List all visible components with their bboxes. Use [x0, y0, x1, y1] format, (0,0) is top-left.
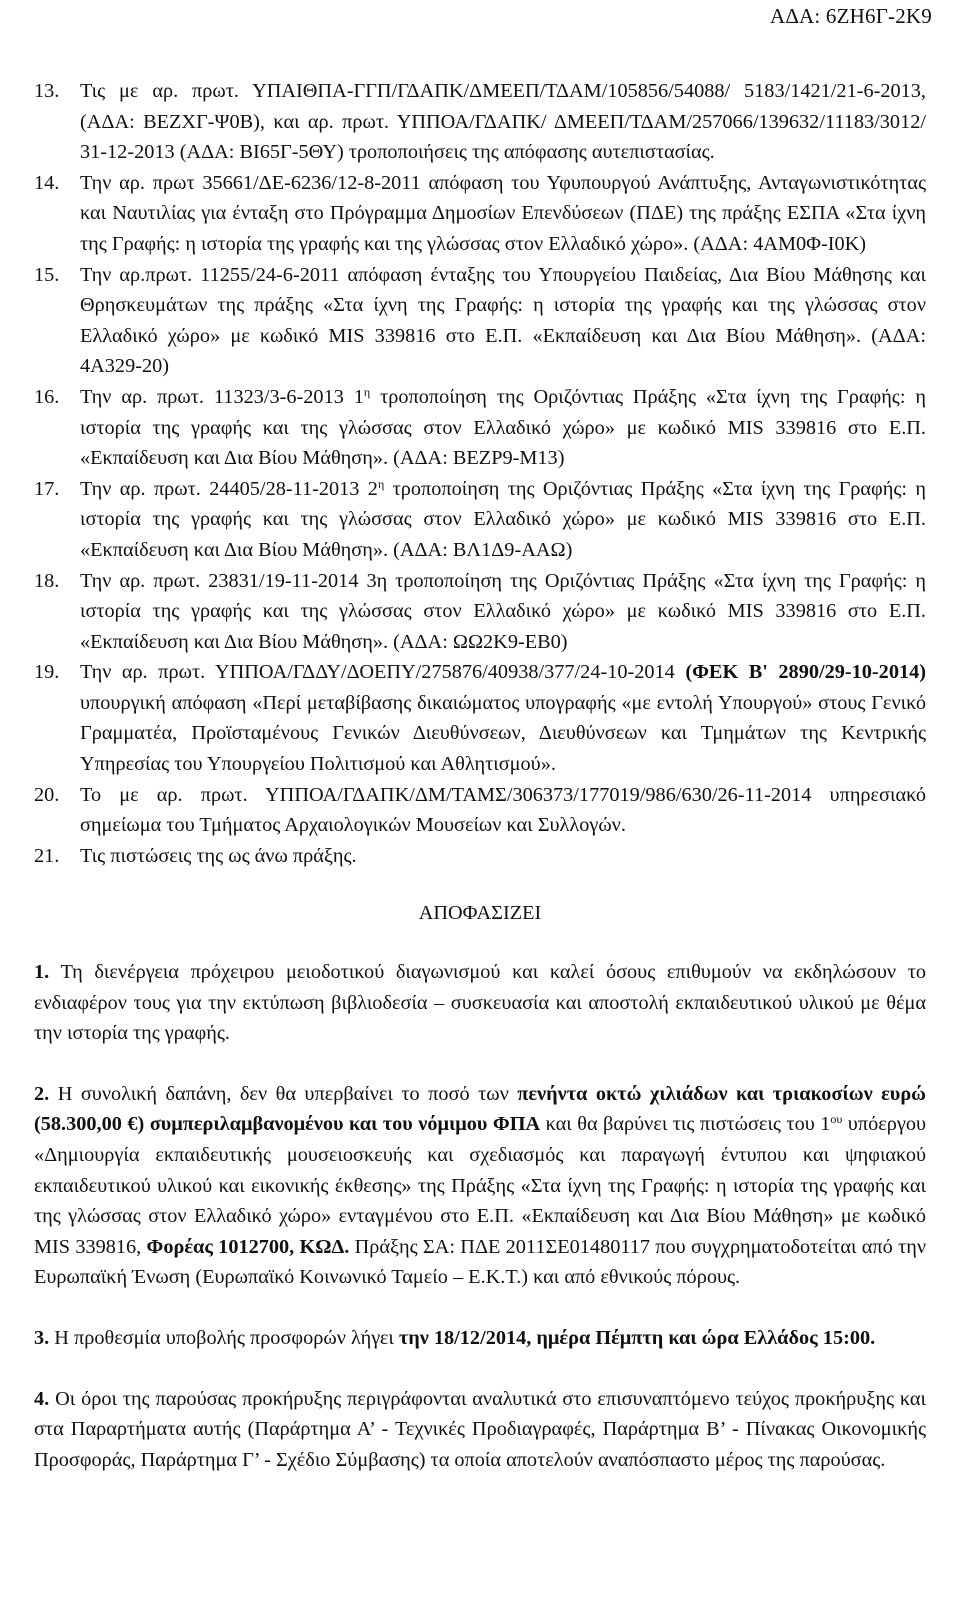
item-text: Την αρ.πρωτ. 11255/24-6-2011 απόφαση ένταξης του Υπουργείου Παιδείας, Δια Βίου Μάθησης και Θρησκευμάτων της πράξης «Στα ίχνη της Γραφής: η ιστορία της γραφής και της γλώσσας στον Ελλαδικό χώρο» με κωδικό MIS 339816 στο Ε.Π. «Εκπαίδευση και Δια Βίου Μάθηση». (ΑΔΑ: 4Α329-20): [80, 263, 926, 378]
reference-item-14: [34, 168, 926, 260]
amount-bold-text: πενήντα οκτώ χιλιάδων και τριακοσίων ευρώ (58.300,00 €) συμπεριλαμβανομένου και του νόμιμου ΦΠΑ: [34, 1082, 927, 1136]
item-number: 15.: [34, 263, 60, 286]
decision-paragraph-3: [34, 1323, 926, 1354]
decision-paragraph-2: [34, 1079, 926, 1293]
item-number: 16.: [34, 385, 60, 408]
paragraph-text: Οι όροι της παρούσας προκήρυξης περιγράφονται αναλυτικά στο επισυναπτόμενο τεύχος προκήρυξης και στα Παραρτήματα αυτής (Παράρτημα Α’ - Τεχνικές Προδιαγραφές, Παράρτημα Β’ - Πίνακας Οικονομικής Προσφοράς, Παράρτημα Γ’ - Σχέδιο Σύμβασης) τα οποία αποτελούν αναπόσπαστο μέρος της παρούσας.: [34, 1387, 926, 1471]
item-number: 14.: [34, 171, 60, 194]
reference-item-19: [34, 657, 926, 779]
reference-item-17: [34, 474, 926, 566]
item-number: 19.: [34, 661, 60, 684]
item-text: Την αρ. πρωτ. 11323/3-6-2013 1: [80, 385, 364, 408]
item-text: Τις με αρ. πρωτ. ΥΠΑΙΘΠΑ-ΓΓΠ/ΓΔΑΠΚ/ΔΜΕΕΠ/ΤΔΑΜ/105856/54088/ 5183/1421/21-6-2013, (ΑΔΑ: ΒΕΖΧΓ-Ψ0Β), και αρ. πρωτ. ΥΠΠΟΑ/ΓΔΑΠΚ/ ΔΜΕΕΠ/ΤΔΑΜ/257066/139632/11183/3012/ 31-12-2013 (ΑΔΑ: ΒΙ65Γ-5ΘΥ) τροποποιήσεις της απόφασης αυτεπιστασίας.: [80, 80, 926, 164]
paragraph-text-cont: Πράξης ΣΑ: ΠΔΕ 2011ΣΕ01480117 που συγχρηματοδοτείται από την Ευρωπαϊκή Ένωση (Ευρωπαϊκό Κοινωνικό Ταμείο – Ε.Κ.Τ.) και από εθνικούς πόρους.: [34, 1235, 926, 1289]
item-text: Την αρ. πρωτ. 24405/28-11-2013 2: [80, 477, 378, 500]
item-text: Την αρ. πρωτ. 23831/19-11-2014 3η τροποποίηση της Οριζόντιας Πράξης «Στα ίχνη της Γραφής: η ιστορία της γραφής και της γλώσσας στον Ελλαδικό χώρο» με κωδικό MIS 339816 στο Ε.Π. «Εκπαίδευση και Δια Βίου Μάθηση». (ΑΔΑ: ΩΩ2Κ9-ΕΒ0): [80, 569, 926, 653]
item-text-cont: τροποποίηση της Οριζόντιας Πράξης «Στα ίχνη της Γραφής: η ιστορία της γραφής και της γλώσσας στον Ελλαδικό χώρο» με κωδικό MIS 339816 στο Ε.Π. «Εκπαίδευση και Δια Βίου Μάθηση». (ΑΔΑ: ΒΛ1Δ9-ΑΑΩ): [80, 477, 926, 561]
paragraph-text: Τη διενέργεια πρόχειρου μειοδοτικού διαγωνισμού και καλεί όσους επιθυμούν να εκδηλώσουν το ενδιαφέρον τους για την εκτύπωση βιβλιοδεσία – συσκευασία και αποστολή εκπαιδευτικού υλικού με θέμα την ιστορία της γραφής.: [34, 961, 926, 1045]
reference-item-18: [34, 566, 926, 658]
paragraph-number: 1.: [34, 961, 50, 984]
item-text: Την αρ. πρωτ 35661/ΔΕ-6236/12-8-2011 απόφαση του Υφυπουργού Ανάπτυξης, Ανταγωνιστικότητας και Ναυτιλίας για ένταξη στο Πρόγραμμα Δημοσίων Επενδύσεων (ΠΔΕ) της πράξης ΕΣΠΑ «Στα ίχνη της Γραφής: η ιστορία της γραφής και της γλώσσας στον Ελλαδικό χώρο». (ΑΔΑ: 4ΑΜ0Φ-Ι0Κ): [80, 171, 926, 255]
paragraph-text: Η συνολική δαπάνη, δεν θα υπερβαίνει το ποσό των: [57, 1082, 518, 1105]
item-number: 17.: [34, 477, 60, 500]
item-text: Τις πιστώσεις της ως άνω πράξης.: [80, 844, 357, 867]
item-bold-text: (ΦΕΚ Β' 2890/29-10-2014): [685, 661, 926, 684]
document-body: [34, 76, 926, 1505]
paragraph-number: 3.: [34, 1326, 50, 1349]
superscript: ου: [830, 1112, 843, 1127]
paragraph-text-cont: υπόεργου «Δημιουργία εκπαιδευτικής μουσειοσκευής και σχεδιασμός και παραγωγή έντυπου και ψηφιακού εκπαιδευτικού υλικού και εικονικής έκθεσης» της Πράξης «Στα ίχνη της Γραφής: η ιστορία της γραφής και της γλώσσας στον Ελλαδικό χώρο» ενταγμένου στο Ε.Π. «Εκπαίδευση και Δια Βίου Μάθηση» με κωδικό MIS 339816,: [34, 1113, 927, 1258]
paragraph-text: Η προθεσμία υποβολής προσφορών λήγει: [54, 1326, 399, 1349]
document-ada-code: ΑΔΑ: 6ΖΗ6Γ-2Κ9: [769, 4, 932, 28]
item-number: 18.: [34, 569, 60, 592]
reference-item-13: [34, 76, 926, 168]
item-number: 21.: [34, 844, 60, 867]
item-text: Το με αρ. πρωτ. ΥΠΠΟΑ/ΓΔΑΠΚ/ΔΜ/ΤΑΜΣ/306373/177019/986/630/26-11-2014 υπηρεσιακό σημείωμα του Τμήματος Αρχαιολογικών Μουσείων και Συλλογών.: [80, 783, 926, 837]
decision-paragraph-1: [34, 957, 926, 1049]
reference-item-16: [34, 382, 926, 474]
paragraph-number: 2.: [34, 1082, 50, 1105]
decision-paragraph-4: [34, 1384, 926, 1476]
item-text-cont: υπουργική απόφαση «Περί μεταβίβασης δικαιώματος υπογραφής «με εντολή Υπουργού» στους Γενικό Γραμματέα, Προϊσταμένους Γενικών Διευθύνσεων, Διευθύνσεων και Τμημάτων της Κεντρικής Υπηρεσίας του Υπουργείου Πολιτισμού και Αθλητισμού».: [80, 691, 926, 776]
budget-code-bold-text: Φορέας 1012700, ΚΩΔ.: [146, 1235, 350, 1258]
reference-item-15: [34, 260, 926, 382]
item-number: 20.: [34, 783, 60, 806]
paragraph-number: 4.: [34, 1387, 50, 1410]
decision-heading: ΑΠΟΦΑΣΙΖΕΙ: [418, 902, 542, 925]
item-text-cont: τροποποίηση της Οριζόντιας Πράξης «Στα ίχνη της Γραφής: η ιστορία της γραφής και της γλώσσας στον Ελλαδικό χώρο» με κωδικό MIS 339816 στο Ε.Π. «Εκπαίδευση και Δια Βίου Μάθηση». (ΑΔΑ: ΒΕΖΡ9-Μ13): [80, 385, 926, 470]
reference-item-20: [34, 780, 926, 841]
reference-item-21: [34, 841, 926, 872]
superscript: η: [377, 476, 385, 491]
item-text: Την αρ. πρωτ. ΥΠΠΟΑ/ΓΔΔΥ/ΔΟΕΠΥ/275876/40938/377/24-10-2014: [80, 661, 686, 684]
superscript: η: [363, 384, 371, 399]
deadline-bold-text: την 18/12/2014, ημέρα Πέμπτη και ώρα Ελλάδος 15:00.: [398, 1326, 876, 1349]
item-number: 13.: [34, 80, 60, 102]
paragraph-text-cont: και θα βαρύνει τις πιστώσεις του 1: [540, 1113, 831, 1136]
